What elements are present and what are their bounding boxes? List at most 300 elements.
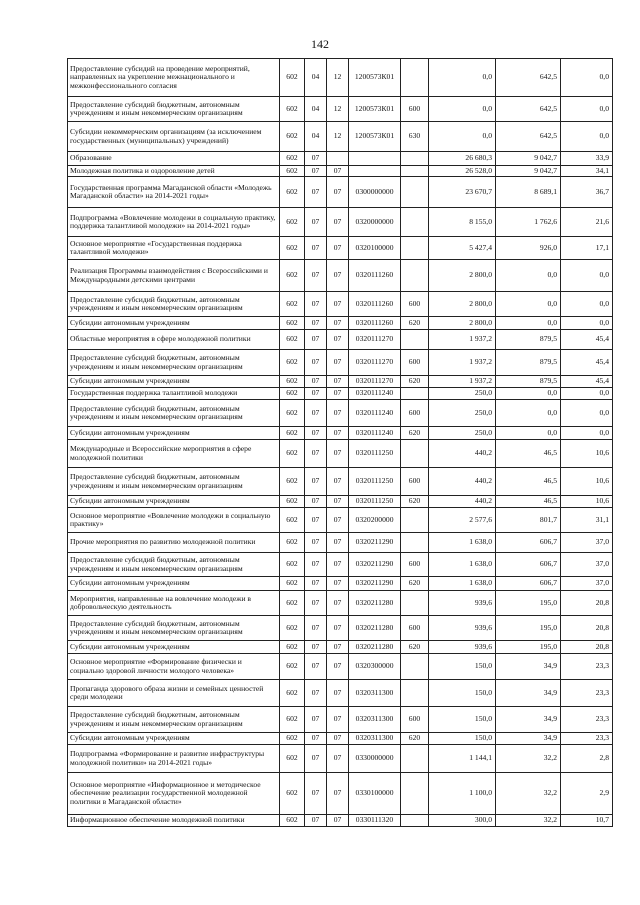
row-executed-cell: 34,9 bbox=[496, 680, 561, 707]
row-executed-cell: 34,9 bbox=[496, 654, 561, 680]
row-target-article-cell: 0320111240 bbox=[349, 388, 401, 400]
row-subsection-cell: 07 bbox=[327, 166, 349, 177]
table-row bbox=[68, 388, 613, 400]
row-ved-cell: 602 bbox=[280, 508, 305, 533]
row-executed-cell: 879,5 bbox=[496, 376, 561, 388]
table-row bbox=[68, 508, 613, 533]
table-row bbox=[68, 208, 613, 237]
table-body bbox=[68, 59, 613, 827]
row-name-cell: Основное мероприятие «Формирование физически и социально здоровой личности молодого человека» bbox=[68, 654, 280, 680]
row-target-article-cell: 0320200000 bbox=[349, 508, 401, 533]
row-percent-cell: 0,0 bbox=[561, 97, 613, 122]
table-row bbox=[68, 773, 613, 815]
row-percent-cell: 23,3 bbox=[561, 654, 613, 680]
row-name-cell: Информационное обеспечение молодежной политики bbox=[68, 815, 280, 827]
row-ved-cell: 602 bbox=[280, 591, 305, 616]
row-section-cell: 07 bbox=[305, 641, 327, 654]
row-subsection-cell: 07 bbox=[327, 208, 349, 237]
row-section-cell: 07 bbox=[305, 591, 327, 616]
row-target-article-cell: 0320211280 bbox=[349, 616, 401, 641]
row-ved-cell: 602 bbox=[280, 773, 305, 815]
row-subsection-cell: 07 bbox=[327, 468, 349, 496]
row-section-cell: 07 bbox=[305, 745, 327, 773]
row-approved-cell: 150,0 bbox=[429, 654, 496, 680]
row-approved-cell: 440,2 bbox=[429, 468, 496, 496]
row-percent-cell: 10,6 bbox=[561, 440, 613, 468]
table-row bbox=[68, 260, 613, 292]
row-ved-cell: 602 bbox=[280, 166, 305, 177]
table-row bbox=[68, 654, 613, 680]
row-percent-cell: 2,8 bbox=[561, 745, 613, 773]
row-subsection-cell: 12 bbox=[327, 122, 349, 152]
row-subsection-cell: 07 bbox=[327, 616, 349, 641]
row-ved-cell: 602 bbox=[280, 616, 305, 641]
row-expense-type-cell: 600 bbox=[401, 468, 429, 496]
row-approved-cell: 1 937,2 bbox=[429, 350, 496, 376]
row-executed-cell: 0,0 bbox=[496, 317, 561, 330]
row-expense-type-cell: 620 bbox=[401, 376, 429, 388]
row-section-cell: 07 bbox=[305, 496, 327, 508]
row-target-article-cell: 0320311300 bbox=[349, 707, 401, 733]
row-percent-cell: 17,1 bbox=[561, 237, 613, 260]
table-row bbox=[68, 468, 613, 496]
row-section-cell: 07 bbox=[305, 237, 327, 260]
row-executed-cell: 0,0 bbox=[496, 388, 561, 400]
row-subsection-cell: 07 bbox=[327, 376, 349, 388]
table-row bbox=[68, 641, 613, 654]
row-expense-type-cell: 620 bbox=[401, 427, 429, 440]
row-section-cell: 07 bbox=[305, 388, 327, 400]
row-target-article-cell: 0320111250 bbox=[349, 440, 401, 468]
row-executed-cell: 0,0 bbox=[496, 292, 561, 317]
row-percent-cell: 34,1 bbox=[561, 166, 613, 177]
row-expense-type-cell bbox=[401, 166, 429, 177]
row-subsection-cell: 07 bbox=[327, 292, 349, 317]
row-section-cell: 07 bbox=[305, 400, 327, 427]
row-percent-cell: 23,3 bbox=[561, 707, 613, 733]
row-expense-type-cell bbox=[401, 815, 429, 827]
row-subsection-cell: 07 bbox=[327, 388, 349, 400]
row-expense-type-cell bbox=[401, 152, 429, 166]
row-name-cell: Субсидии автономным учреждениям bbox=[68, 496, 280, 508]
table-row bbox=[68, 707, 613, 733]
row-percent-cell: 0,0 bbox=[561, 400, 613, 427]
row-subsection-cell: 07 bbox=[327, 496, 349, 508]
row-executed-cell: 0,0 bbox=[496, 400, 561, 427]
row-ved-cell: 602 bbox=[280, 376, 305, 388]
row-ved-cell: 602 bbox=[280, 733, 305, 745]
row-ved-cell: 602 bbox=[280, 400, 305, 427]
row-name-cell: Предоставление субсидий бюджетным, автономным учреждениям и иным некоммерческим организациям bbox=[68, 400, 280, 427]
row-ved-cell: 602 bbox=[280, 122, 305, 152]
table-row bbox=[68, 533, 613, 553]
row-expense-type-cell bbox=[401, 533, 429, 553]
row-percent-cell: 36,7 bbox=[561, 177, 613, 208]
table-row bbox=[68, 440, 613, 468]
row-subsection-cell: 07 bbox=[327, 508, 349, 533]
row-ved-cell: 602 bbox=[280, 468, 305, 496]
row-ved-cell: 602 bbox=[280, 59, 305, 97]
row-subsection-cell bbox=[327, 152, 349, 166]
row-percent-cell: 0,0 bbox=[561, 122, 613, 152]
row-percent-cell: 45,4 bbox=[561, 330, 613, 350]
row-section-cell: 07 bbox=[305, 733, 327, 745]
row-subsection-cell: 07 bbox=[327, 707, 349, 733]
row-expense-type-cell: 600 bbox=[401, 97, 429, 122]
row-percent-cell: 10,6 bbox=[561, 468, 613, 496]
row-name-cell: Основное мероприятие «Государственная поддержка талантливой молодежи» bbox=[68, 237, 280, 260]
table-row bbox=[68, 733, 613, 745]
row-executed-cell: 0,0 bbox=[496, 427, 561, 440]
row-target-article-cell bbox=[349, 152, 401, 166]
row-expense-type-cell: 600 bbox=[401, 707, 429, 733]
row-name-cell: Государственная поддержка талантливой молодежи bbox=[68, 388, 280, 400]
row-percent-cell: 0,0 bbox=[561, 260, 613, 292]
row-ved-cell: 602 bbox=[280, 237, 305, 260]
row-executed-cell: 642,5 bbox=[496, 97, 561, 122]
row-section-cell: 07 bbox=[305, 616, 327, 641]
row-expense-type-cell: 600 bbox=[401, 553, 429, 577]
row-section-cell: 04 bbox=[305, 122, 327, 152]
row-percent-cell: 2,9 bbox=[561, 773, 613, 815]
row-percent-cell: 0,0 bbox=[561, 388, 613, 400]
row-section-cell: 07 bbox=[305, 815, 327, 827]
row-executed-cell: 46,5 bbox=[496, 496, 561, 508]
row-expense-type-cell bbox=[401, 680, 429, 707]
row-name-cell: Основное мероприятие «Информационное и методическое обеспечение реализации государственной молодежной политики в Магаданской области» bbox=[68, 773, 280, 815]
row-target-article-cell: 0320111250 bbox=[349, 496, 401, 508]
table-row bbox=[68, 330, 613, 350]
row-ved-cell: 602 bbox=[280, 815, 305, 827]
row-ved-cell: 602 bbox=[280, 440, 305, 468]
row-name-cell: Подпрограмма «Вовлечение молодежи в социальную практику, поддержка талантливой молодежи» на 2014-2021 годы» bbox=[68, 208, 280, 237]
row-section-cell: 07 bbox=[305, 166, 327, 177]
row-approved-cell: 250,0 bbox=[429, 388, 496, 400]
table-row bbox=[68, 97, 613, 122]
row-expense-type-cell: 620 bbox=[401, 577, 429, 591]
row-percent-cell: 0,0 bbox=[561, 427, 613, 440]
table-row bbox=[68, 591, 613, 616]
row-approved-cell: 0,0 bbox=[429, 97, 496, 122]
row-target-article-cell: 0320111270 bbox=[349, 376, 401, 388]
row-approved-cell: 150,0 bbox=[429, 680, 496, 707]
row-section-cell: 07 bbox=[305, 553, 327, 577]
row-section-cell: 07 bbox=[305, 177, 327, 208]
row-percent-cell: 23,3 bbox=[561, 680, 613, 707]
row-section-cell: 04 bbox=[305, 97, 327, 122]
row-executed-cell: 34,9 bbox=[496, 733, 561, 745]
table-row bbox=[68, 616, 613, 641]
row-ved-cell: 602 bbox=[280, 292, 305, 317]
row-name-cell: Предоставление субсидий бюджетным, автономным учреждениям и иным некоммерческим организациям bbox=[68, 292, 280, 317]
row-target-article-cell: 0330000000 bbox=[349, 745, 401, 773]
row-subsection-cell: 07 bbox=[327, 317, 349, 330]
table-row bbox=[68, 292, 613, 317]
row-subsection-cell: 07 bbox=[327, 533, 349, 553]
row-approved-cell: 26 528,0 bbox=[429, 166, 496, 177]
row-expense-type-cell: 600 bbox=[401, 292, 429, 317]
row-ved-cell: 602 bbox=[280, 260, 305, 292]
row-subsection-cell: 07 bbox=[327, 745, 349, 773]
row-percent-cell: 37,0 bbox=[561, 533, 613, 553]
row-approved-cell: 23 670,7 bbox=[429, 177, 496, 208]
row-section-cell: 07 bbox=[305, 292, 327, 317]
table-row bbox=[68, 152, 613, 166]
budget-table bbox=[67, 58, 613, 827]
row-approved-cell: 1 638,0 bbox=[429, 553, 496, 577]
row-percent-cell: 0,0 bbox=[561, 292, 613, 317]
row-name-cell: Субсидии автономным учреждениям bbox=[68, 317, 280, 330]
row-ved-cell: 602 bbox=[280, 641, 305, 654]
row-ved-cell: 602 bbox=[280, 317, 305, 330]
row-name-cell: Пропаганда здорового образа жизни и семейных ценностей среди молодежи bbox=[68, 680, 280, 707]
row-subsection-cell: 07 bbox=[327, 641, 349, 654]
row-percent-cell: 23,3 bbox=[561, 733, 613, 745]
row-expense-type-cell bbox=[401, 508, 429, 533]
row-executed-cell: 606,7 bbox=[496, 553, 561, 577]
row-percent-cell: 45,4 bbox=[561, 376, 613, 388]
row-section-cell: 07 bbox=[305, 376, 327, 388]
row-name-cell: Предоставление субсидий бюджетным, автономным учреждениям и иным некоммерческим организациям bbox=[68, 468, 280, 496]
row-percent-cell: 37,0 bbox=[561, 577, 613, 591]
row-target-article-cell: 0320111270 bbox=[349, 330, 401, 350]
row-executed-cell: 32,2 bbox=[496, 815, 561, 827]
row-expense-type-cell: 600 bbox=[401, 616, 429, 641]
row-subsection-cell: 07 bbox=[327, 350, 349, 376]
row-expense-type-cell: 620 bbox=[401, 733, 429, 745]
table-row bbox=[68, 745, 613, 773]
row-percent-cell: 45,4 bbox=[561, 350, 613, 376]
table-row bbox=[68, 350, 613, 376]
row-ved-cell: 602 bbox=[280, 533, 305, 553]
row-approved-cell: 1 937,2 bbox=[429, 376, 496, 388]
row-section-cell: 04 bbox=[305, 59, 327, 97]
row-percent-cell: 21,6 bbox=[561, 208, 613, 237]
row-name-cell: Субсидии автономным учреждениям bbox=[68, 427, 280, 440]
table-row bbox=[68, 122, 613, 152]
row-executed-cell: 879,5 bbox=[496, 330, 561, 350]
row-name-cell: Государственная программа Магаданской области «Молодежь Магаданской области» на 2014-2021 годы» bbox=[68, 177, 280, 208]
row-approved-cell: 440,2 bbox=[429, 496, 496, 508]
table-row bbox=[68, 400, 613, 427]
row-percent-cell: 33,9 bbox=[561, 152, 613, 166]
row-expense-type-cell: 630 bbox=[401, 122, 429, 152]
row-name-cell: Субсидии автономным учреждениям bbox=[68, 641, 280, 654]
row-target-article-cell: 0320111260 bbox=[349, 292, 401, 317]
row-executed-cell: 195,0 bbox=[496, 616, 561, 641]
table-row bbox=[68, 427, 613, 440]
row-ved-cell: 602 bbox=[280, 553, 305, 577]
row-approved-cell: 0,0 bbox=[429, 122, 496, 152]
row-name-cell: Образование bbox=[68, 152, 280, 166]
row-subsection-cell: 07 bbox=[327, 591, 349, 616]
row-approved-cell: 1 638,0 bbox=[429, 577, 496, 591]
row-approved-cell: 939,6 bbox=[429, 641, 496, 654]
row-name-cell: Предоставление субсидий бюджетным, автономным учреждениям и иным некоммерческим организациям bbox=[68, 97, 280, 122]
row-ved-cell: 602 bbox=[280, 427, 305, 440]
row-approved-cell: 2 800,0 bbox=[429, 317, 496, 330]
row-approved-cell: 2 577,6 bbox=[429, 508, 496, 533]
row-expense-type-cell: 620 bbox=[401, 317, 429, 330]
row-section-cell: 07 bbox=[305, 680, 327, 707]
table-row bbox=[68, 59, 613, 97]
row-target-article-cell: 0320111250 bbox=[349, 468, 401, 496]
row-approved-cell: 150,0 bbox=[429, 707, 496, 733]
row-approved-cell: 1 937,2 bbox=[429, 330, 496, 350]
row-ved-cell: 602 bbox=[280, 330, 305, 350]
row-subsection-cell: 07 bbox=[327, 260, 349, 292]
row-expense-type-cell bbox=[401, 440, 429, 468]
row-section-cell: 07 bbox=[305, 260, 327, 292]
row-executed-cell: 32,2 bbox=[496, 745, 561, 773]
row-percent-cell: 37,0 bbox=[561, 553, 613, 577]
row-name-cell: Предоставление субсидий бюджетным, автономным учреждениям и иным некоммерческим организациям bbox=[68, 707, 280, 733]
row-target-article-cell: 1200573К01 bbox=[349, 122, 401, 152]
row-expense-type-cell bbox=[401, 59, 429, 97]
row-subsection-cell: 07 bbox=[327, 773, 349, 815]
row-executed-cell: 9 042,7 bbox=[496, 152, 561, 166]
row-ved-cell: 602 bbox=[280, 177, 305, 208]
row-expense-type-cell bbox=[401, 388, 429, 400]
table-row bbox=[68, 577, 613, 591]
table-row bbox=[68, 496, 613, 508]
row-expense-type-cell bbox=[401, 745, 429, 773]
row-approved-cell: 300,0 bbox=[429, 815, 496, 827]
row-expense-type-cell: 620 bbox=[401, 496, 429, 508]
row-approved-cell: 26 680,3 bbox=[429, 152, 496, 166]
row-subsection-cell: 12 bbox=[327, 59, 349, 97]
row-percent-cell: 10,6 bbox=[561, 496, 613, 508]
row-approved-cell: 2 800,0 bbox=[429, 292, 496, 317]
row-target-article-cell: 0320211290 bbox=[349, 553, 401, 577]
row-expense-type-cell bbox=[401, 177, 429, 208]
row-section-cell: 07 bbox=[305, 330, 327, 350]
row-ved-cell: 602 bbox=[280, 152, 305, 166]
table-row bbox=[68, 237, 613, 260]
row-name-cell: Субсидии автономным учреждениям bbox=[68, 577, 280, 591]
row-executed-cell: 46,5 bbox=[496, 440, 561, 468]
row-name-cell: Предоставление субсидий бюджетным, автономным учреждениям и иным некоммерческим организациям bbox=[68, 616, 280, 641]
row-executed-cell: 642,5 bbox=[496, 122, 561, 152]
row-approved-cell: 0,0 bbox=[429, 59, 496, 97]
row-approved-cell: 250,0 bbox=[429, 427, 496, 440]
row-section-cell: 07 bbox=[305, 440, 327, 468]
row-executed-cell: 195,0 bbox=[496, 641, 561, 654]
row-name-cell: Основное мероприятие «Вовлечение молодежи в социальную практику» bbox=[68, 508, 280, 533]
row-executed-cell: 1 762,6 bbox=[496, 208, 561, 237]
row-ved-cell: 602 bbox=[280, 707, 305, 733]
row-target-article-cell: 0320100000 bbox=[349, 237, 401, 260]
row-subsection-cell: 07 bbox=[327, 577, 349, 591]
row-section-cell: 07 bbox=[305, 533, 327, 553]
row-ved-cell: 602 bbox=[280, 680, 305, 707]
row-expense-type-cell: 600 bbox=[401, 350, 429, 376]
page-number: 142 bbox=[311, 37, 329, 51]
row-subsection-cell: 07 bbox=[327, 427, 349, 440]
row-expense-type-cell: 620 bbox=[401, 641, 429, 654]
row-executed-cell: 34,9 bbox=[496, 707, 561, 733]
row-section-cell: 07 bbox=[305, 508, 327, 533]
row-target-article-cell: 0320211290 bbox=[349, 533, 401, 553]
row-executed-cell: 32,2 bbox=[496, 773, 561, 815]
row-subsection-cell: 07 bbox=[327, 654, 349, 680]
row-expense-type-cell: 600 bbox=[401, 400, 429, 427]
row-section-cell: 07 bbox=[305, 152, 327, 166]
table-row bbox=[68, 166, 613, 177]
row-approved-cell: 2 800,0 bbox=[429, 260, 496, 292]
row-subsection-cell: 07 bbox=[327, 680, 349, 707]
row-target-article-cell: 0330111320 bbox=[349, 815, 401, 827]
row-target-article-cell: 0320211280 bbox=[349, 641, 401, 654]
row-target-article-cell: 0320111240 bbox=[349, 427, 401, 440]
row-name-cell: Предоставление субсидий бюджетным, автономным учреждениям и иным некоммерческим организациям bbox=[68, 553, 280, 577]
row-subsection-cell: 07 bbox=[327, 733, 349, 745]
row-ved-cell: 602 bbox=[280, 577, 305, 591]
row-target-article-cell: 0320111260 bbox=[349, 317, 401, 330]
row-expense-type-cell bbox=[401, 591, 429, 616]
row-section-cell: 07 bbox=[305, 317, 327, 330]
row-expense-type-cell bbox=[401, 237, 429, 260]
row-approved-cell: 150,0 bbox=[429, 733, 496, 745]
table-row bbox=[68, 177, 613, 208]
row-section-cell: 07 bbox=[305, 707, 327, 733]
row-subsection-cell: 07 bbox=[327, 237, 349, 260]
row-approved-cell: 1 100,0 bbox=[429, 773, 496, 815]
row-target-article-cell bbox=[349, 166, 401, 177]
row-executed-cell: 606,7 bbox=[496, 577, 561, 591]
row-approved-cell: 1 638,0 bbox=[429, 533, 496, 553]
row-name-cell: Прочие мероприятия по развитию молодежной политики bbox=[68, 533, 280, 553]
row-percent-cell: 10,7 bbox=[561, 815, 613, 827]
row-section-cell: 07 bbox=[305, 654, 327, 680]
row-name-cell: Реализация Программы взаимодействия с Всероссийскими и Международными детскими центрами bbox=[68, 260, 280, 292]
row-executed-cell: 0,0 bbox=[496, 260, 561, 292]
row-subsection-cell: 12 bbox=[327, 97, 349, 122]
row-section-cell: 07 bbox=[305, 773, 327, 815]
row-expense-type-cell bbox=[401, 260, 429, 292]
row-target-article-cell: 0320300000 bbox=[349, 654, 401, 680]
row-target-article-cell: 0320311300 bbox=[349, 680, 401, 707]
row-ved-cell: 602 bbox=[280, 97, 305, 122]
row-executed-cell: 46,5 bbox=[496, 468, 561, 496]
row-approved-cell: 8 155,0 bbox=[429, 208, 496, 237]
row-ved-cell: 602 bbox=[280, 496, 305, 508]
row-subsection-cell: 07 bbox=[327, 815, 349, 827]
row-subsection-cell: 07 bbox=[327, 177, 349, 208]
row-target-article-cell: 0300000000 bbox=[349, 177, 401, 208]
row-executed-cell: 801,7 bbox=[496, 508, 561, 533]
table-row bbox=[68, 317, 613, 330]
row-approved-cell: 939,6 bbox=[429, 591, 496, 616]
row-target-article-cell: 0320311300 bbox=[349, 733, 401, 745]
row-name-cell: Молодежная политика и оздоровление детей bbox=[68, 166, 280, 177]
table-row bbox=[68, 680, 613, 707]
row-name-cell: Субсидии автономным учреждениям bbox=[68, 733, 280, 745]
row-section-cell: 07 bbox=[305, 208, 327, 237]
row-percent-cell: 0,0 bbox=[561, 59, 613, 97]
row-name-cell: Субсидии автономным учреждениям bbox=[68, 376, 280, 388]
row-subsection-cell: 07 bbox=[327, 440, 349, 468]
row-executed-cell: 9 042,7 bbox=[496, 166, 561, 177]
row-executed-cell: 926,0 bbox=[496, 237, 561, 260]
row-approved-cell: 1 144,1 bbox=[429, 745, 496, 773]
row-name-cell: Подпрограмма «Формирование и развитие инфраструктуры молодежной политики» на 2014-2021 годы» bbox=[68, 745, 280, 773]
row-target-article-cell: 0320211280 bbox=[349, 591, 401, 616]
row-target-article-cell: 0320111260 bbox=[349, 260, 401, 292]
row-ved-cell: 602 bbox=[280, 350, 305, 376]
row-executed-cell: 606,7 bbox=[496, 533, 561, 553]
row-target-article-cell: 1200573К01 bbox=[349, 97, 401, 122]
